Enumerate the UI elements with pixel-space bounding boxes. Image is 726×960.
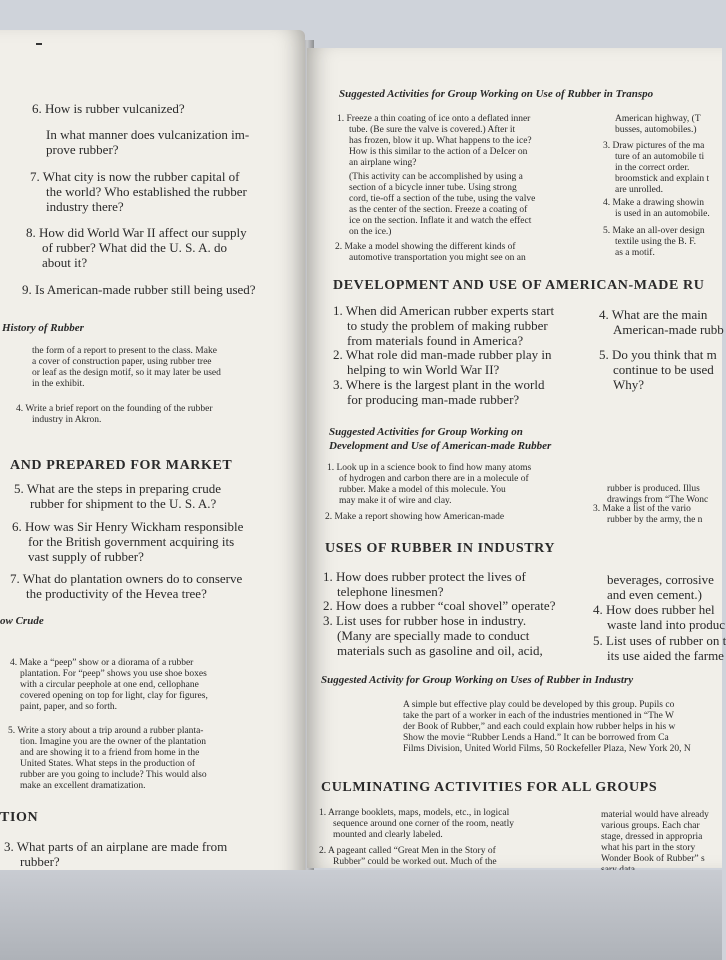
text-line: 5. Make an all-over design: [603, 226, 705, 236]
text-line: take the part of a worker in each of the industries mentioned in “The W: [403, 711, 675, 721]
text-line: 1. Freeze a thin coating of ice onto a deflated inner: [337, 114, 531, 124]
text-line: 3. Draw pictures of the ma: [603, 141, 705, 151]
activities-heading: Suggested Activities for Group Working on Use of Rubber in Transpo: [339, 88, 654, 100]
text-line: from materials found in America?: [347, 333, 524, 348]
text-line: 4. Make a drawing showin: [603, 198, 705, 208]
text-line: various groups. Each char: [601, 821, 700, 831]
text-line: Why?: [613, 377, 645, 392]
text-line: beverages, corrosive: [607, 572, 714, 587]
text-line: with a circular peephole at one end, cellophane: [20, 680, 199, 690]
text-line: 6. How is rubber vulcanized?: [32, 101, 185, 116]
text-line: tube. (Be sure the valve is covered.) After it: [349, 125, 516, 135]
text-line: broomstick and explain t: [615, 174, 710, 184]
text-line: as the center of the section. Freeze a coating of: [349, 205, 528, 215]
text-line: 6. How was Sir Henry Wickham responsible: [12, 519, 244, 534]
text-line: 3. What parts of an airplane are made from: [4, 839, 228, 854]
text-line: about it?: [42, 255, 88, 270]
page-mark: [36, 43, 42, 45]
text-line: or leaf as the design motif, so it may later be used: [32, 368, 221, 378]
text-line: vast supply of rubber?: [28, 549, 144, 564]
text-line: a cover of construction paper, using rubber tree: [32, 357, 212, 367]
text-line: has frozen, blow it up. What happens to the ice?: [349, 136, 532, 146]
left-page: [0, 30, 305, 898]
text-line: paint, paper, and so forth.: [20, 702, 117, 712]
text-line: cord, tie-off a section of the tube, using the valve: [349, 194, 536, 204]
text-line: rubber for shipment to the U. S. A.?: [30, 496, 217, 511]
text-line: Films Division, United World Films, 50 Rockefeller Plaza, New York 20, N: [403, 744, 691, 754]
text-line: industry there?: [46, 199, 124, 214]
text-line: 4. How does rubber hel: [593, 602, 715, 617]
text-line: busses, automobiles.): [615, 125, 697, 135]
section-heading: USES OF RUBBER IN INDUSTRY: [325, 541, 556, 556]
text-line: prove rubber?: [46, 142, 119, 157]
activities-heading: Development and Use of American-made Rubber: [329, 440, 552, 452]
text-line: on the ice.): [349, 227, 392, 237]
text-line: 7. What do plantation owners do to conserve: [10, 571, 243, 586]
text-line: 4. What are the main: [599, 307, 708, 322]
text-line: In what manner does vulcanization im-: [46, 127, 250, 142]
activities-heading: Suggested Activity for Group Working on Uses of Rubber in Industry: [321, 674, 634, 686]
text-line: drawings from “The Wonc: [607, 495, 709, 505]
text-line: continue to be used: [613, 362, 714, 377]
text-line: 1. Look up in a science book to find how many atoms: [327, 463, 532, 473]
text-line: of hydrogen and carbon there are in a molecule of: [339, 474, 529, 484]
text-line: 2. Make a report showing how American-made: [325, 512, 505, 522]
text-line: 2. What role did man-made rubber play in: [333, 347, 552, 362]
text-line: 2. Make a model showing the different kinds of: [335, 242, 516, 252]
section-heading: TION: [0, 810, 39, 825]
text-line: 3. Where is the largest plant in the world: [333, 377, 545, 392]
text-line: sequence around one corner of the room, neatly: [333, 819, 514, 829]
text-line: materials such as gasoline and oil, acid,: [337, 643, 543, 658]
text-line: 1. How does rubber protect the lives of: [323, 569, 526, 584]
section-heading: CULMINATING ACTIVITIES FOR ALL GROUPS: [321, 780, 658, 795]
text-line: United States. What steps in the production of: [20, 759, 196, 769]
text-line: for the British government acquiring its: [28, 534, 235, 549]
text-line: in the correct order.: [615, 163, 690, 173]
text-line: 3. Make a list of the vario: [593, 504, 691, 514]
text-line: 4. Make a “peep” show or a diorama of a rubber: [10, 658, 194, 668]
text-line: 7. What city is now the rubber capital of: [30, 169, 240, 184]
text-line: make an excellent dramatization.: [20, 781, 146, 791]
text-line: as a motif.: [615, 248, 655, 258]
text-line: 8. How did World War II affect our supply: [26, 225, 247, 240]
text-line: waste land into produc: [607, 617, 726, 632]
text-line: 5. Write a story about a trip around a rubber planta-: [8, 726, 204, 736]
text-line: is used in an automobile.: [615, 209, 710, 219]
text-line: mounted and clearly labeled.: [333, 830, 443, 840]
text-line: covered opening on top for light, clay for figures,: [20, 691, 208, 701]
text-line: Wonder Book of Rubber” s: [601, 854, 705, 864]
text-line: textile using the B. F.: [615, 237, 697, 247]
text-line: ice on the section. Inflate it and watch the effect: [349, 216, 532, 226]
activities-heading: Suggested Activities for Group Working on: [329, 426, 523, 438]
text-line: in the exhibit.: [32, 379, 85, 389]
text-line: and even cement.): [607, 587, 702, 602]
activities-heading: ow Crude: [0, 615, 44, 627]
section-heading: AND PREPARED FOR MARKET: [10, 458, 233, 473]
text-line: ture of an automobile ti: [615, 152, 705, 162]
text-line: (This activity can be accomplished by using a: [349, 172, 523, 182]
text-line: may make it of wire and clay.: [339, 496, 452, 506]
text-line: 4. Write a brief report on the founding of the rubber: [16, 404, 213, 414]
text-line: 1. Arrange booklets, maps, models, etc., in logical: [319, 808, 510, 818]
text-line: section of a bicycle inner tube. Using strong: [349, 183, 517, 193]
text-line: der Book of Rubber,” and each could explain how rubber helps in his w: [403, 722, 676, 732]
text-line: How is this similar to the action of a DeIcer on: [349, 147, 528, 157]
table-surface: [0, 870, 722, 960]
text-line: rubber by the army, the n: [607, 515, 703, 525]
text-line: 9. Is American-made rubber still being used?: [22, 282, 256, 297]
text-line: telephone linesmen?: [337, 584, 444, 599]
text-line: American-made rubb: [613, 322, 724, 337]
text-line: the productivity of the Hevea tree?: [26, 586, 207, 601]
text-line: what his part in the story: [601, 843, 696, 853]
text-line: are unrolled.: [615, 185, 664, 195]
text-line: the form of a report to present to the class. Make: [32, 346, 217, 356]
text-line: 2. How does a rubber “coal shovel” operate?: [323, 598, 556, 613]
text-line: 1. When did American rubber experts start: [333, 303, 555, 318]
right-page: [307, 48, 726, 868]
text-line: to study the problem of making rubber: [347, 318, 548, 333]
text-line: 2. A pageant called “Great Men in the Story of: [319, 846, 496, 856]
text-line: its use aided the farme: [607, 648, 724, 663]
text-line: and are showing it to a friend from home in the: [20, 748, 200, 758]
text-line: industry in Akron.: [32, 415, 102, 425]
text-line: A simple but effective play could be developed by this group. Pupils co: [403, 700, 675, 710]
text-line: rubber. Make a model of this molecule. You: [339, 485, 506, 495]
text-line: 3. List uses for rubber hose in industry.: [323, 613, 527, 628]
text-line: tion. Imagine you are the owner of the plantation: [20, 737, 206, 747]
text-line: rubber?: [20, 854, 60, 869]
text-line: 5. List uses of rubber on t: [593, 633, 726, 648]
text-line: Show the movie “Rubber Lends a Hand.” It can be borrowed from Ca: [403, 733, 669, 743]
text-line: rubber is produced. Illus: [607, 484, 700, 494]
text-line: Rubber” could be worked out. Much of the: [333, 857, 497, 867]
text-line: stage, dressed in appropria: [601, 832, 703, 842]
text-line: automotive transportation you might see on an: [349, 253, 526, 263]
text-line: the world? Who established the rubber: [46, 184, 247, 199]
section-heading: DEVELOPMENT AND USE OF AMERICAN-MADE RU: [333, 278, 705, 293]
text-line: American highway, (T: [615, 114, 701, 124]
text-line: (Many are specially made to conduct: [337, 628, 530, 643]
text-line: 5. Do you think that m: [599, 347, 717, 362]
text-line: material would have already: [601, 810, 709, 820]
text-line: plantation. For “peep” shows you use shoe boxes: [20, 669, 207, 679]
text-line: rubber are you going to include? This would also: [20, 770, 207, 780]
text-line: 5. What are the steps in preparing crude: [14, 481, 221, 496]
text-line: helping to win World War II?: [347, 362, 500, 377]
text-line: an airplane wing?: [349, 158, 417, 168]
text-line: for producing man-made rubber?: [347, 392, 520, 407]
text-line: of rubber? What did the U. S. A. do: [42, 240, 227, 255]
activities-heading: History of Rubber: [2, 322, 84, 334]
